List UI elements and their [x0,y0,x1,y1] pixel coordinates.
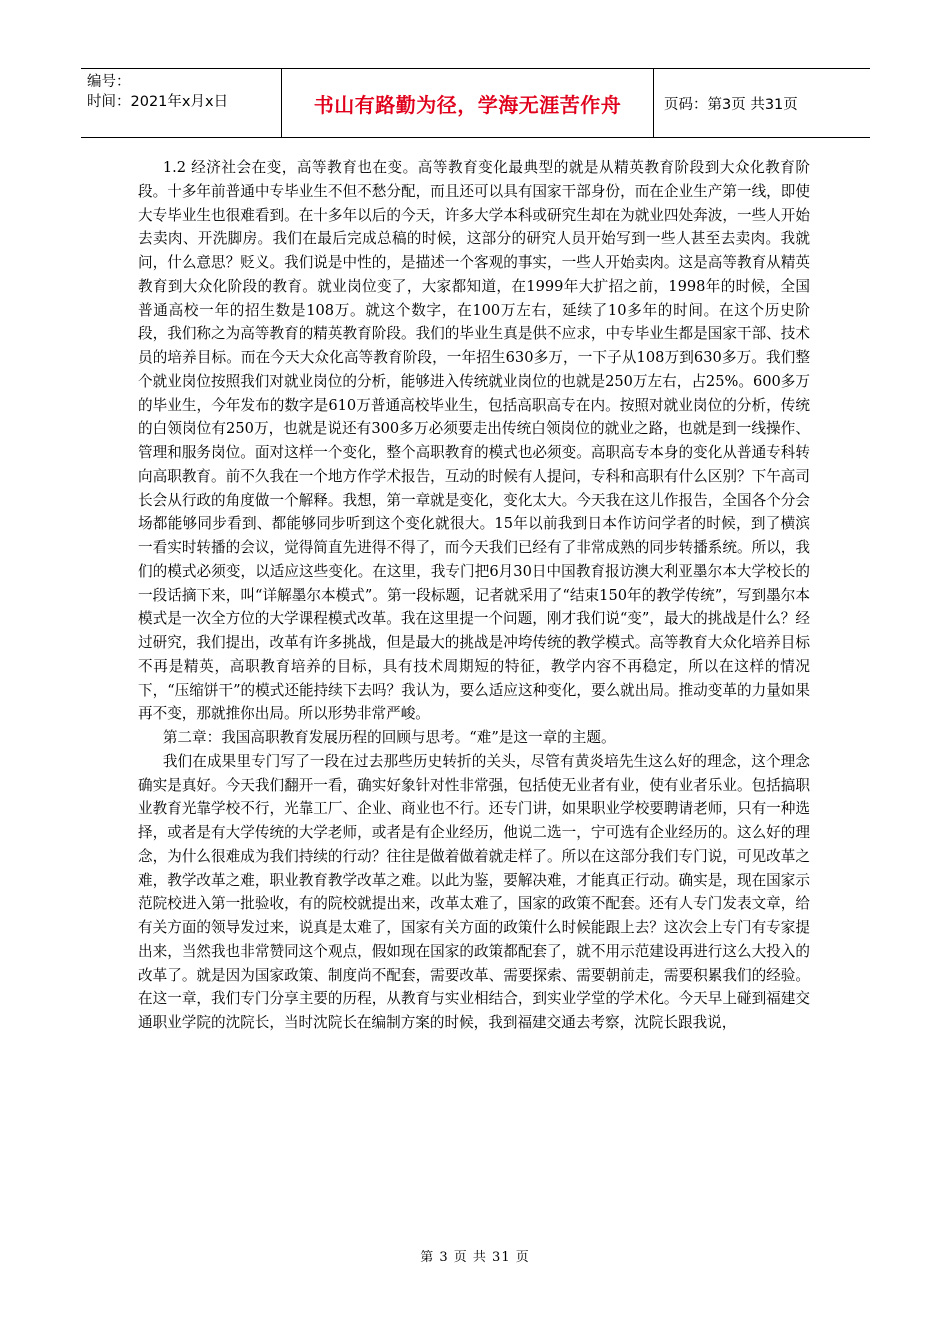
header-meta [81,69,282,137]
paragraph-3: 我们在成果里专门写了一段在过去那些历史转折的关头，尽管有黄炎培先生这么好的理念，这个理念确实是真好。今天我们翻开一看，确实好象针对性非常强，包括使无业者有业，使有业者乐业。包括搞职业教育光靠学校不行，光靠工厂、企业、商业也不行。还专门讲，如果职业学校要聘请老师，只有一种选择，或者是有大学传统的大学老师，或者是有企业经历，他说二选一，宁可选有企业经历的。这么好的理念，为什么很难成为我们持续的行动？往往是做着做着就走样了。所以在这部分我们专门说，可见改革之难，教学改革之难，职业教育教学改革之难。以此为鉴，要解决难，才能真正行动。确实是，现在国家示范院校进入第一批验收，有的院校就提出来，改革太难了，国家的政策不配套。还有人专门发表文章，给有关方面的领导发过来，说真是太难了，国家有关方面的政策什么时候能跟上去？这次会上专门有专家提出来，当然我也非常赞同这个观点，假如现在国家的政策都配套了，就不用示范建设再进行这么大投入的改革了。就是因为国家政策、制度尚不配套，需要改革、需要探索、需要朝前走，需要积累我们的经验。在这一章，我们专门分享主要的历程，从教育与实业相结合，到实业学堂的学术化。今天早上碰到福建交通职业学院的沈院长，当时沈院长在编制方案的时候，我到福建交通去考察，沈院长跟我说， [138,752,810,1031]
page-footer: 第 3 页 共 31 页 [420,1250,530,1265]
paragraph-2: 第二章：我国高职教育发展历程的回顾与思考。“难”是这一章的主题。 [162,729,616,746]
header-page-info: 页码：第3页 共31页 [664,96,798,113]
header-time-label: 时间：2021年x月x日 [87,94,229,110]
header-number-label: 编号： [87,74,131,90]
paragraph-1: 1.2 经济社会在变，高等教育也在变。高等教育变化最典型的就是从精英教育阶段到大众化教育阶段。十多年前普通中专毕业生不但不愁分配，而且还可以具有国家干部身份，而在企业生产第一线，即使大专毕业生也很难看到。在十多年以后的今天，许多大学本科或研究生却在为就业四处奔波，一些人开始去卖肉、开洗脚房。我们在最后完成总稿的时候，这部分的研究人员开始写到一些人甚至去卖肉。我就问，什么意思？贬义。我们说是中性的，是描述一个客观的事实，一些人开始卖肉。这是高等教育从精英教育到大众化阶段的教育。就业岗位变了，大家都知道，在1999年大扩招之前，1998年的时候，全国普通高校一年的招生数是108万。就这个数字，在100万左右，延续了10多年的时间。在这个历史阶段，我们称之为高等教育的精英教育阶段。我们的毕业生真是供不应求，中专毕业生都是国家干部、技术员的培养目标。而在今天大众化高等教育阶段，一年招生630多万，一下子从108万到630多万。我们整个就业岗位按照我们对就业岗位的分析，能够进入传统就业岗位的也就是250万左右，占25%。600多万的毕业生，今年发布的数字是610万普通高校毕业生，包括高职高专在内。按照对就业岗位的分析，传统的白领岗位有250万，也就是说还有300多万必须要走出传统白领岗位的就业之路，也就是到一线操作、管理和服务岗位。面对这样一个变化，整个高职教育的模式也必须变。高职高专本身的变化从普通专科转向高职教育。前不久我在一个地方作学术报告，互动的时候有人提问，专科和高职有什么区别？下午高司长会从行政的角度做一个解释。我想，第一章就是变化，变化太大。今天我在这儿作报告，全国各个分会场都能够同步看到、都能够同步听到这个变化就很大。15年以前我到日本作访问学者的时候，到了横滨一看实时转播的会议，觉得简直先进得不得了，而今天我们已经有了非常成熟的同步转播系统。所以，我们的模式必须变，以适应这些变化。在这里，我专门把6月30日中国教育报访澳大利亚墨尔本大学校长的一段话摘下来，叫“详解墨尔本模式”。第一段标题，记者就采用了“结束150年的教学传统”，写到墨尔本模式是一次全方位的大学课程模式改革。我在这里提一个问题，刚才我们说“变”，最大的挑战是什么？经过研究，我们提出，改革有许多挑战，但是最大的挑战是冲垮传统的教学模式。高等教育大众化培养目标不再是精英，高职教育培养的目标，具有技术周期短的特征，教学内容不再稳定，所以在这样的情况下，“压缩饼干”的模式还能持续下去吗？我认为，要么适应这种变化，要么就出局。推动变革的力量如果再不变，那就推你出局。所以形势非常严峻。 [138,159,810,723]
header-motto: 书山有路勤为径，学海无涯苦作舟 [313,92,622,117]
page-header [81,68,870,138]
header-motto-cell [282,69,654,137]
body-text [138,156,810,1035]
